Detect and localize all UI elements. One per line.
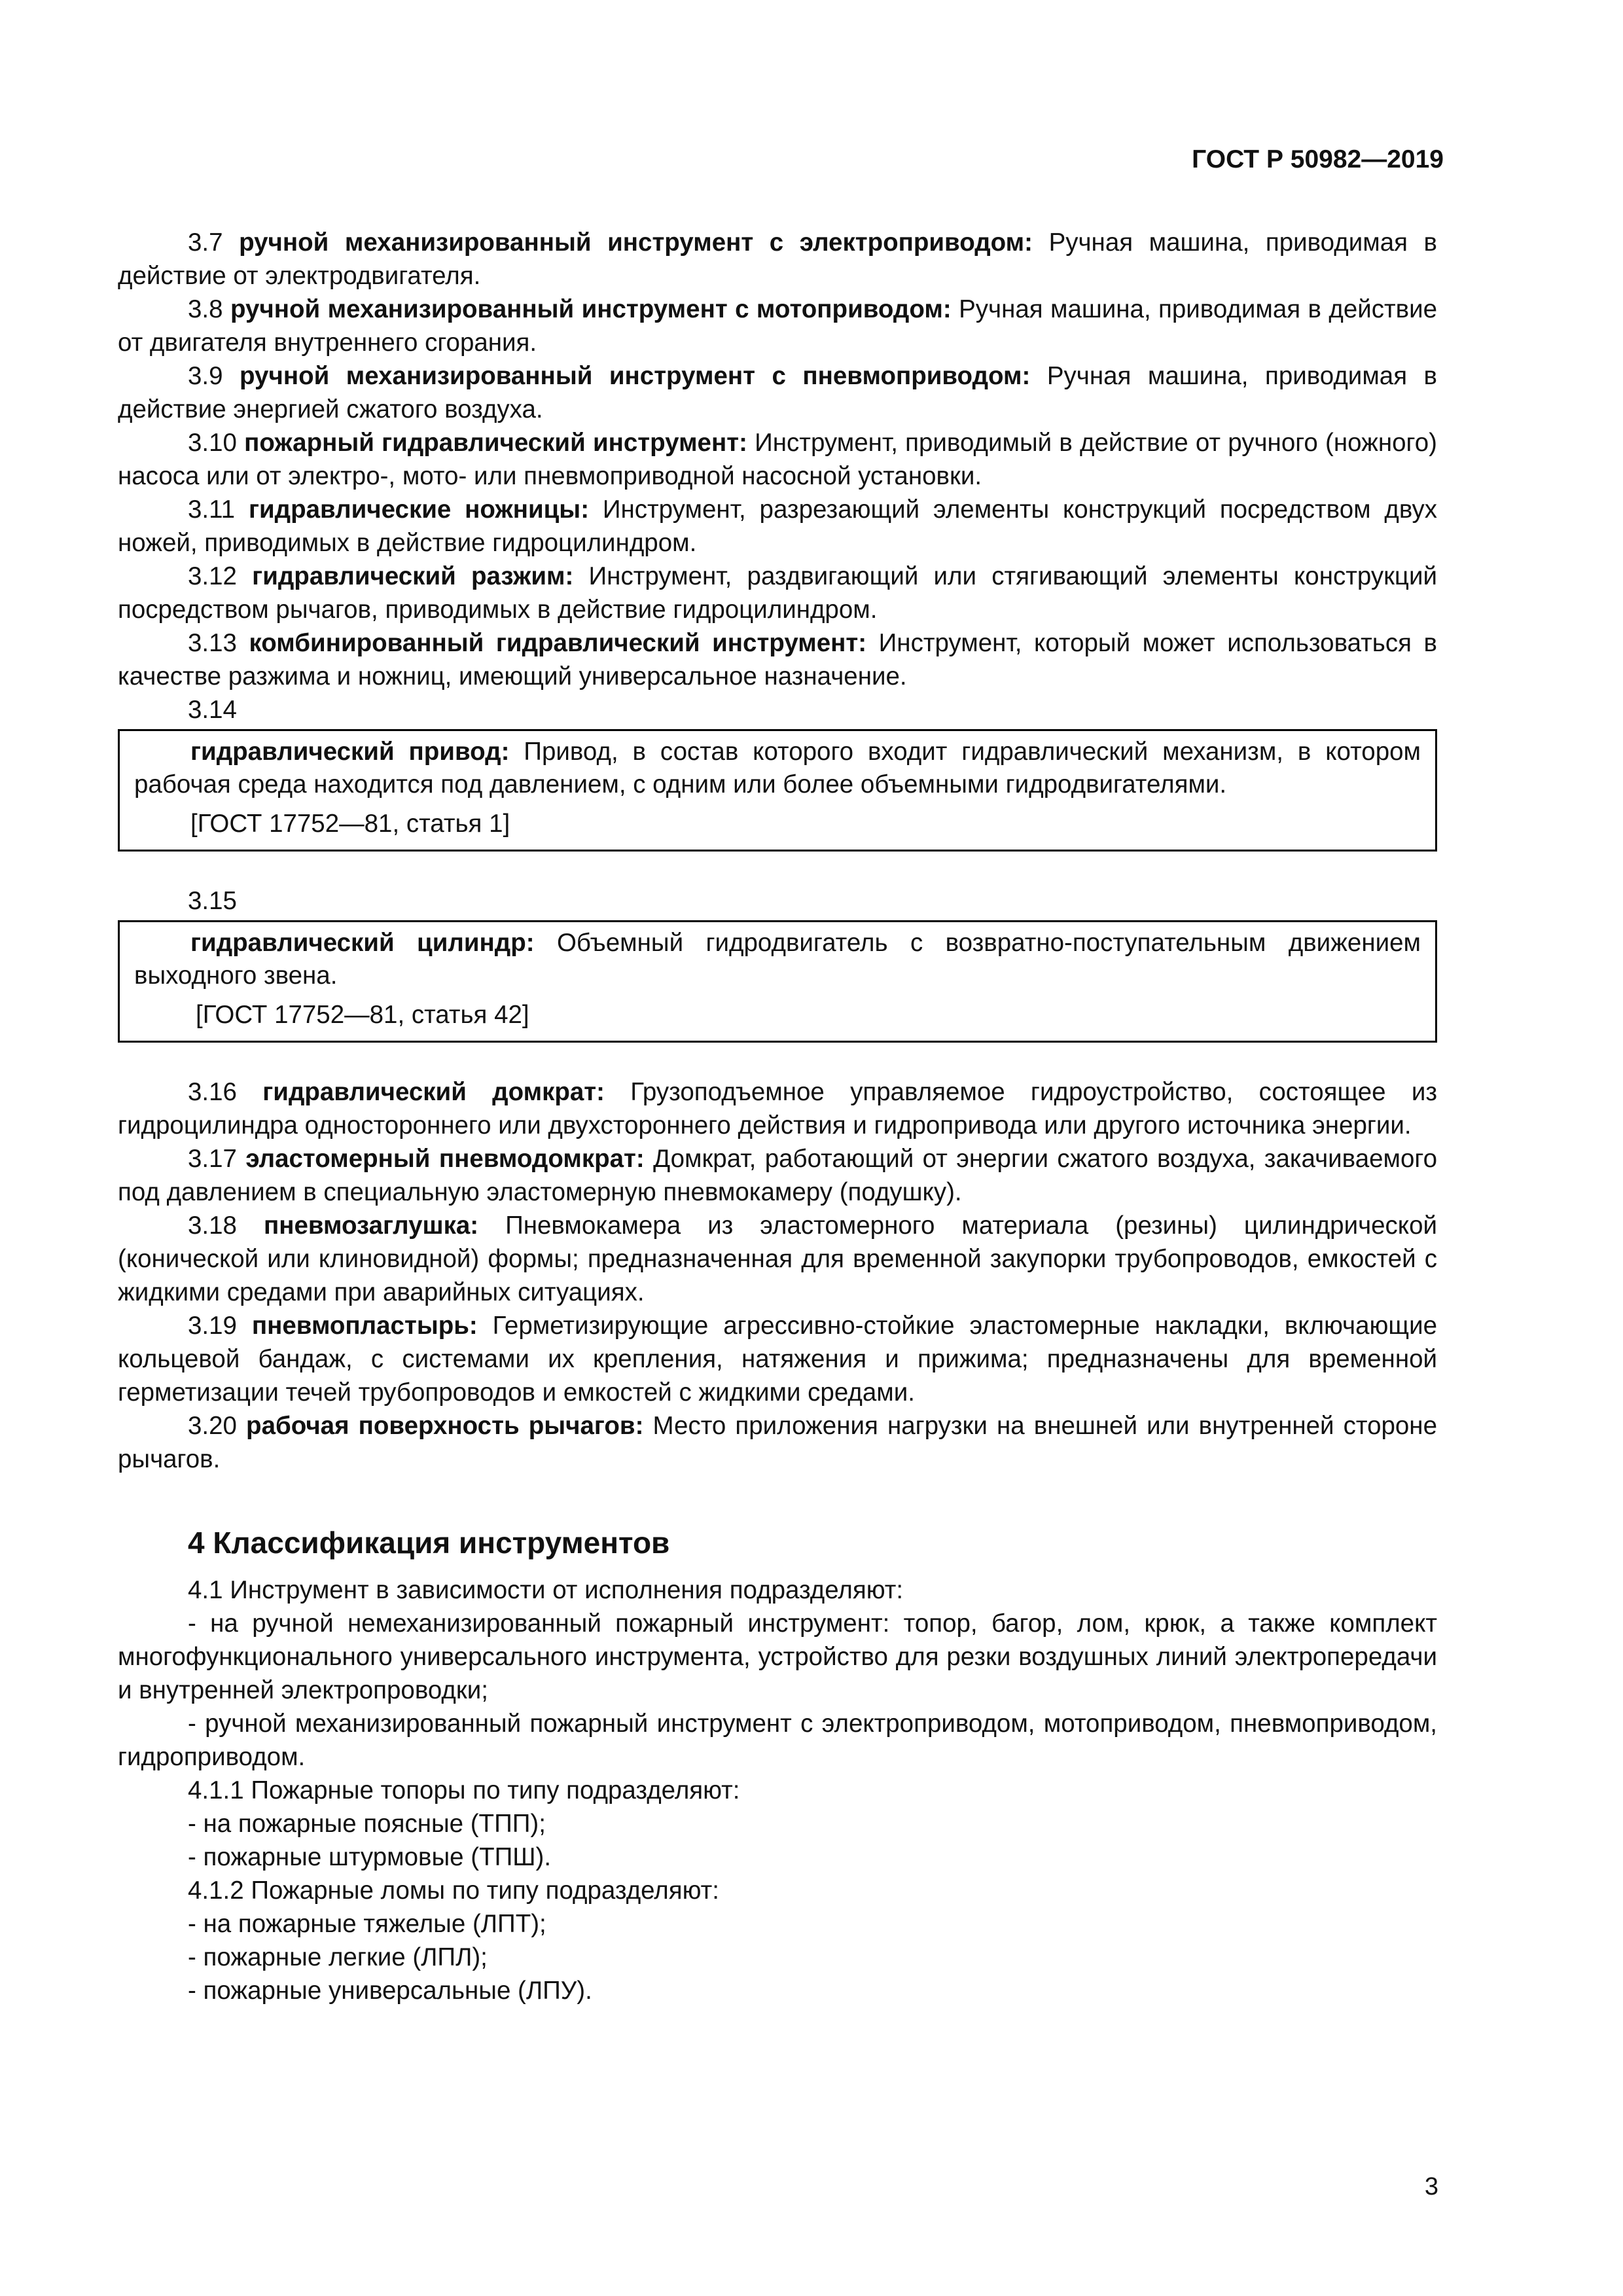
- term: гидравлический привод:: [190, 738, 510, 766]
- term: пневмопластырь:: [251, 1312, 478, 1340]
- term: гидравлические ножницы:: [248, 495, 590, 524]
- list-item: - ручной механизированный пожарный инструмент с электроприводом, мотоприводом, пневмоприводом, гидроприводом.: [118, 1710, 1437, 1771]
- list-item: - пожарные легкие (ЛПЛ);: [188, 1943, 488, 1971]
- term: гидравлический разжим:: [252, 562, 574, 590]
- term: гидравлический цилиндр:: [190, 929, 535, 957]
- definition-3-16: 3.16 гидравлический домкрат: Грузоподъемное управляемое гидроустройство, состоящее из гидроцилиндра одностороннего или двухстороннего действия и гидропривода или другого источника энергии.: [118, 1078, 1437, 1139]
- definition-3-8: 3.8 ручной механизированный инструмент с мотоприводом: Ручная машина, приводимая в действие от двигателя внутреннего сгорания.: [118, 295, 1438, 357]
- document-body: [118, 226, 1437, 2007]
- term: ручной механизированный инструмент с пневмоприводом:: [240, 362, 1031, 390]
- term: пожарный гидравлический инструмент:: [244, 429, 747, 457]
- list-item: - на пожарные тяжелые (ЛПТ);: [188, 1910, 546, 1938]
- boxed-definition: гидравлический привод: Привод, в состав которого входит гидравлический механизм, в котором рабочая среда находится под давлением, с одним или более объемными гидродвигателями.: [134, 738, 1421, 798]
- definition-3-10: 3.10 пожарный гидравлический инструмент: Инструмент, приводимый в действие от ручного (ножного) насоса или от электро-, мото- или пневмоприводной насосной установки.: [118, 429, 1437, 490]
- definition-number-3-14: 3.14: [188, 696, 237, 724]
- definition-3-9: 3.9 ручной механизированный инструмент с пневмоприводом: Ручная машина, приводимая в действие энергией сжатого воздуха.: [118, 362, 1437, 423]
- definition-3-18: 3.18 пневмозаглушка: Пневмокамера из эластомерного материала (резины) цилиндрической (конической или клиновидной) формы; предназначенная для временной закупорки трубопроводов, емкостей с жидкими средами при аварийных ситуациях.: [118, 1211, 1437, 1306]
- definition-3-20: 3.20 рабочая поверхность рычагов: Место приложения нагрузки на внешней или внутренней стороне рычагов.: [118, 1412, 1437, 1473]
- document-id-header: ГОСТ Р 50982—2019: [1192, 145, 1444, 173]
- paragraph: 4.1.2 Пожарные ломы по типу подразделяют:: [188, 1876, 719, 1905]
- list-item: - на пожарные поясные (ТПП);: [188, 1810, 546, 1838]
- definition-source: [ГОСТ 17752—81, статья 42]: [196, 1001, 529, 1029]
- definition-3-13: 3.13 комбинированный гидравлический инструмент: Инструмент, который может использоваться в качестве разжима и ножниц, имеющий универсальное назначение.: [118, 629, 1437, 691]
- term: рабочая поверхность рычагов:: [246, 1412, 644, 1440]
- section-heading: 4 Классификация инструментов: [188, 1526, 670, 1560]
- definition-source: [ГОСТ 17752—81, статья 1]: [190, 810, 510, 838]
- definition-number-3-15: 3.15: [188, 887, 237, 915]
- paragraph: 4.1 Инструмент в зависимости от исполнения подразделяют:: [188, 1576, 904, 1604]
- definition-3-7: 3.7 ручной механизированный инструмент с электроприводом: Ручная машина, приводимая в действие от электродвигателя.: [118, 228, 1437, 290]
- page-number: 3: [1424, 2173, 1438, 2200]
- term: ручной механизированный инструмент с электроприводом:: [239, 228, 1033, 257]
- list-item: - на ручной немеханизированный пожарный инструмент: топор, багор, лом, крюк, а также комплект многофункционального универсального инструмента, устройство для резки воздушных линий электропередачи и внутренней электропроводки;: [118, 1609, 1437, 1704]
- term: пневмозаглушка:: [263, 1211, 479, 1240]
- boxed-definition: гидравлический цилиндр: Объемный гидродвигатель с возвратно-поступательным движением выходного звена.: [134, 929, 1421, 990]
- term: ручной механизированный инструмент с мотоприводом:: [230, 295, 952, 323]
- definition-3-11: 3.11 гидравлические ножницы: Инструмент, разрезающий элементы конструкций посредством двух ножей, приводимых в действие гидроцилиндром.: [118, 495, 1437, 557]
- paragraph: 4.1.1 Пожарные топоры по типу подразделяют:: [188, 1776, 740, 1804]
- definition-3-17: 3.17 эластомерный пневмодомкрат: Домкрат, работающий от энергии сжатого воздуха, закачиваемого под давлением в специальную эластомерную пневмокамеру (подушку).: [118, 1145, 1438, 1206]
- term: гидравлический домкрат:: [262, 1078, 605, 1106]
- definition-3-19: 3.19 пневмопластырь: Герметизирующие агрессивно-стойкие эластомерные накладки, включающие кольцевой бандаж, с системами их крепления, натяжения и прижима; предназначены для временной герметизации течей трубопроводов и емкостей с жидкими средами.: [118, 1312, 1437, 1407]
- term: эластомерный пневмодомкрат:: [245, 1145, 645, 1173]
- list-item: - пожарные универсальные (ЛПУ).: [188, 1977, 592, 2005]
- term: комбинированный гидравлический инструмент:: [249, 629, 867, 657]
- quoted-definition-box-3-15: [118, 920, 1437, 1043]
- quoted-definition-box-3-14: [118, 729, 1437, 852]
- definition-3-12: 3.12 гидравлический разжим: Инструмент, раздвигающий или стягивающий элементы конструкций посредством рычагов, приводимых в действие гидроцилиндром.: [118, 562, 1437, 624]
- list-item: - пожарные штурмовые (ТПШ).: [188, 1843, 552, 1871]
